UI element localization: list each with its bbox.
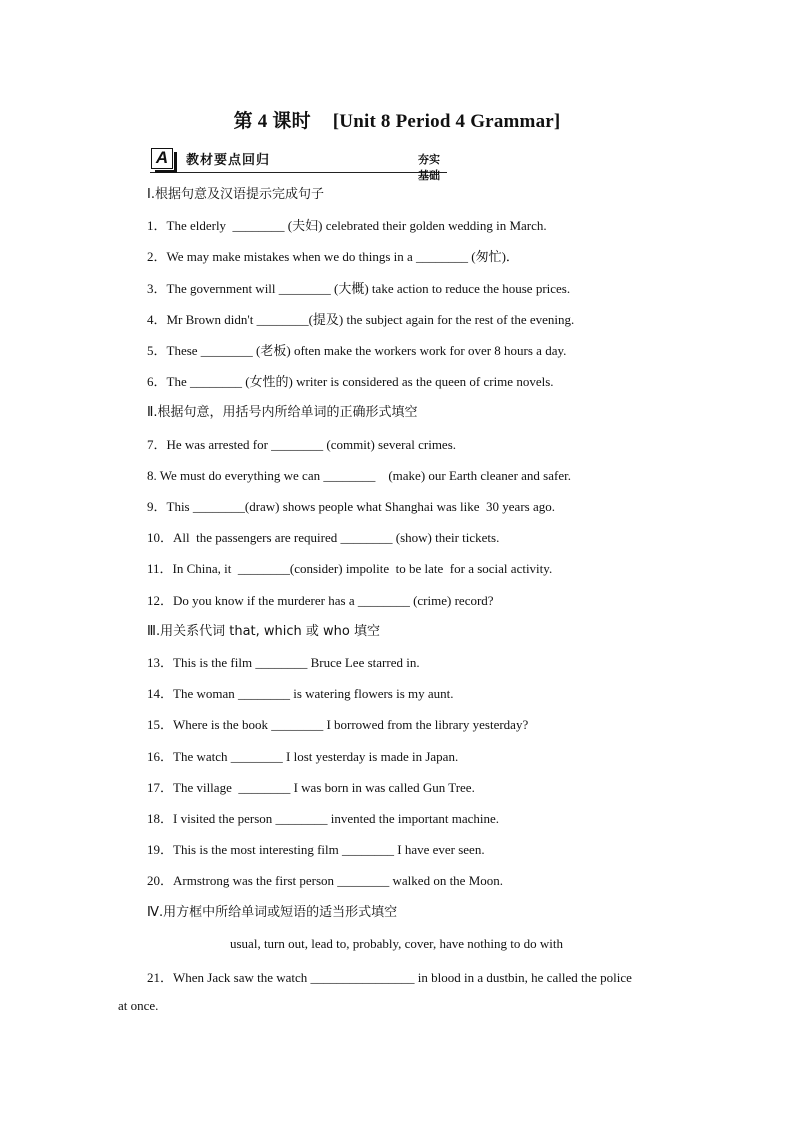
question-18: 18．I visited the person ________ invented the important machine. [147,811,500,826]
banner-right-label: 夯实基础 [418,153,440,182]
word-box: usual, turn out, lead to, probably, cover, have nothing to do with [230,936,563,951]
question-3: 3．The government will ________ (大概) take action to reduce the house prices. [147,281,571,296]
question-16: 16．The watch ________ I lost yesterday is made in Japan. [147,749,459,764]
badge-a-icon: A [151,148,173,169]
question-5: 5．These ________ (老板) often make the workers work for over 8 hours a day. [147,343,567,358]
page-title [0,106,794,133]
question-13: 13．This is the film ________ Bruce Lee starred in. [147,655,420,670]
question-17: 17．The village ________ I was born in was called Gun Tree. [147,780,475,795]
question-2: 2．We may make mistakes when we do things in a ________ (匆忙)． [147,249,519,264]
question-15: 15．Where is the book ________ I borrowed from the library yesterday? [147,717,529,732]
section-heading-4: Ⅳ.用方框中所给单词或短语的适当形式填空 [147,905,398,920]
question-7: 7．He was arrested for ________ (commit) several crimes. [147,437,457,452]
question-19: 19．This is the most interesting film ________ I have ever seen. [147,842,485,857]
title-chinese: 第 4 课时 [233,111,311,132]
section-heading-3: Ⅲ.用关系代词 that, which 或 who 填空 [147,624,380,639]
question-12: 12．Do you know if the murderer has a ________ (crime) record? [147,593,494,608]
question-14: 14．The woman ________ is watering flowers is my aunt. [147,686,454,701]
banner-left-label: 教材要点回归 [186,153,271,168]
section-banner [150,146,447,182]
section-heading-1: Ⅰ.根据句意及汉语提示完成句子 [147,187,324,202]
question-21-line-2: at once. [118,998,159,1013]
question-10: 10．All the passengers are required ________ (show) their tickets. [147,530,500,545]
section-heading-2: Ⅱ.根据句意，用括号内所给单词的正确形式填空 [147,405,418,420]
question-4: 4．Mr Brown didn't ________(提及) the subject again for the rest of the evening. [147,312,575,327]
question-11: 11．In China, it ________(consider) impolite to be late for a social activity. [147,561,553,576]
question-9: 9．This ________(draw) shows people what Shanghai was like 30 years ago. [147,499,555,514]
question-6: 6．The ________ (女性的) writer is considered as the queen of crime novels. [147,374,554,389]
question-20: 20．Armstrong was the first person ________ walked on the Moon. [147,873,504,888]
question-8: 8. We must do everything we can ________ (make) our Earth cleaner and safer. [147,468,571,483]
question-1: 1．The elderly ________ (夫妇) celebrated their golden wedding in March. [147,218,547,233]
title-english: [Unit 8 Period 4 Grammar] [332,111,561,132]
question-21-line-1: 21．When Jack saw the watch ________________ in blood in a dustbin, he called the police [147,970,632,985]
